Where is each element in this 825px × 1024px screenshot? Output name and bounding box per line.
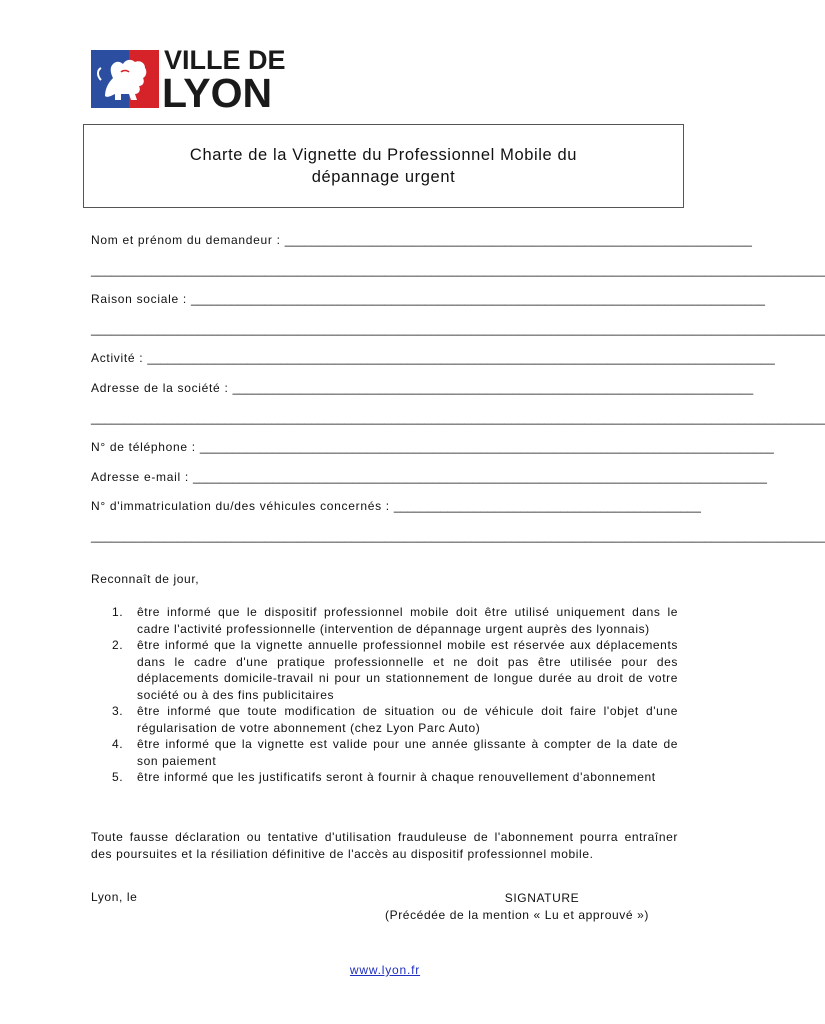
footer-website-link[interactable]: www.lyon.fr — [349, 963, 421, 977]
adresse-field[interactable]: Adresse de la société : ______________________________________________________________________________ — [91, 381, 754, 395]
logo-lyon-text: LYON — [162, 70, 273, 116]
ville-de-lyon-logo — [91, 45, 286, 116]
logo-ville-de-text: VILLE DE — [164, 45, 286, 75]
nom-field[interactable]: Nom et prénom du demandeur : ______________________________________________________________________ — [91, 233, 752, 247]
list-item: 1. être informé que le dispositif professionnel mobile doit être utilisé uniquement dans le cadre l'activité professionnelle (intervention de dépannage urgent auprès des lyonnais) — [112, 605, 678, 636]
list-item: 2. être informé que la vignette annuelle professionnel mobile est réservée aux déplacements dans le cadre d'une pratique professionnelle et ne doit pas être utilisée pour des déplacements domicile-travail ni pour un stationnement de longue durée au droit de votre société ou à des fins publicitaires — [112, 638, 678, 702]
activite-label: Activité : — [91, 351, 144, 365]
nom-label: Nom et prénom du demandeur : — [91, 233, 281, 247]
intro-text: Reconnaît de jour, — [91, 572, 200, 586]
activite-field[interactable]: Activité : ______________________________________________________________________________________________ — [91, 351, 775, 365]
lyon-date-label: Lyon, le — [91, 890, 138, 904]
title-line-1: Charte de la Vignette du Professionnel Mobile du — [189, 146, 578, 164]
adresse-field-continuation[interactable]: ______________________________________________________________________________________________________________ — [91, 411, 825, 425]
telephone-label: N° de téléphone : — [91, 440, 196, 454]
acknowledgement-list — [112, 604, 678, 786]
document-title — [190, 144, 577, 188]
telephone-field[interactable]: N° de téléphone : ______________________________________________________________________________________ — [91, 440, 774, 454]
email-field[interactable]: Adresse e-mail : ______________________________________________________________________________________ — [91, 470, 767, 484]
document-title-box — [83, 124, 684, 208]
title-line-2: dépannage urgent — [311, 168, 456, 186]
nom-field-continuation[interactable]: ______________________________________________________________________________________________________________ — [91, 263, 825, 277]
adresse-label: Adresse de la société : — [91, 381, 229, 395]
immatriculation-field[interactable]: N° d'immatriculation du/des véhicules concernés : ______________________________________________ — [91, 499, 701, 513]
email-label: Adresse e-mail : — [91, 470, 189, 484]
list-item: 5. être informé que les justificatifs seront à fournir à chaque renouvellement d'abonnement — [112, 770, 656, 784]
immatriculation-label: N° d'immatriculation du/des véhicules concernés : — [91, 499, 390, 513]
closing-paragraph: Toute fausse déclaration ou tentative d'utilisation frauduleuse de l'abonnement pourra entraîner des poursuites et la résiliation définitive de l'accès au dispositif professionnel mobile. — [91, 830, 678, 861]
immatriculation-field-continuation[interactable]: ______________________________________________________________________________________________________________ — [91, 529, 825, 543]
raison-sociale-field[interactable]: Raison sociale : ______________________________________________________________________________________ — [91, 292, 765, 306]
raison-sociale-field-continuation[interactable]: ______________________________________________________________________________________________________________ — [91, 322, 825, 336]
signature-block — [360, 890, 674, 923]
signature-title: SIGNATURE — [504, 891, 580, 905]
lyon-lion-emblem-icon — [91, 50, 159, 108]
list-item: 3. être informé que toute modification de situation ou de véhicule doit faire l'objet d'une régularisation de votre abonnement (chez Lyon Parc Auto) — [112, 704, 678, 735]
signature-note: (Précédée de la mention « Lu et approuvé ») — [385, 907, 649, 922]
raison-sociale-label: Raison sociale : — [91, 292, 187, 306]
list-item: 4. être informé que la vignette est valide pour une année glissante à compter de la date de son paiement — [112, 737, 678, 768]
